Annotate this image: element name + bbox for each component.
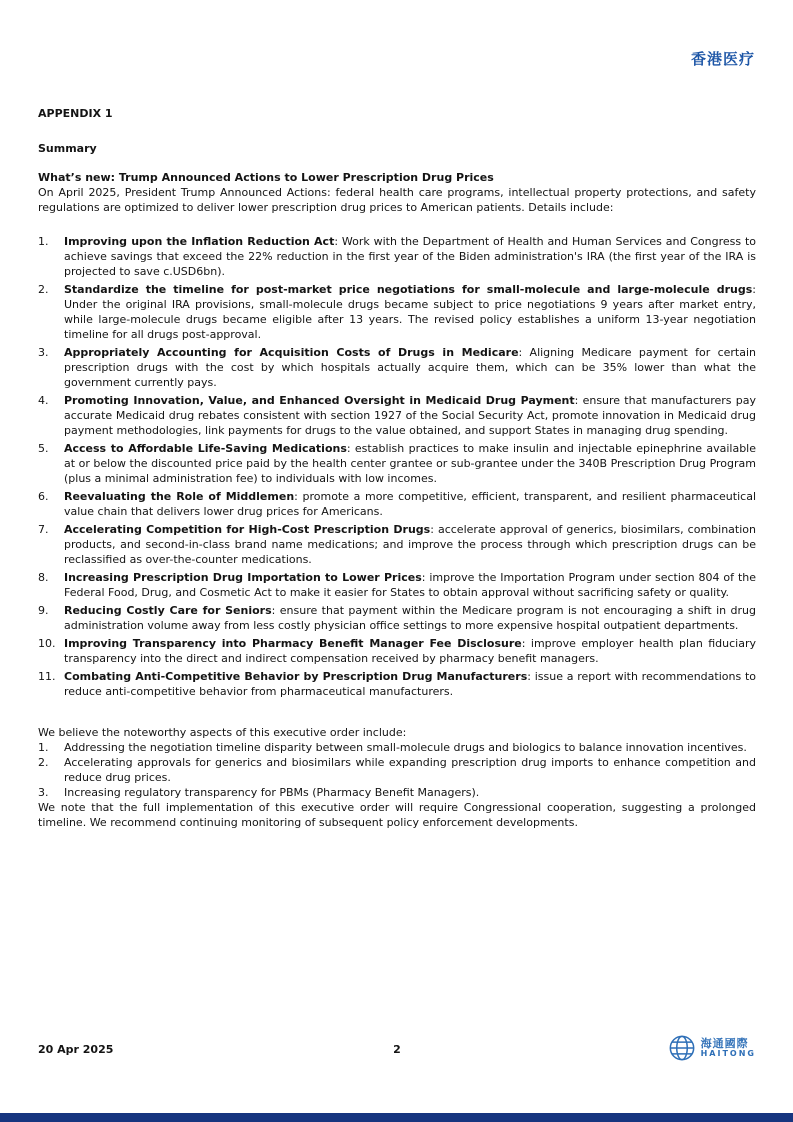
item-text: Combating Anti-Competitive Behavior by Prescription Drug Manufacturers: issue a report with recommendations to reduce anti-competitive behavior from pharmaceutical manufacturers. xyxy=(64,670,756,698)
closing-paragraph: We note that the full implementation of this executive order will require Congressional cooperation, suggesting a prolonged timeline. We recommend continuing monitoring of subsequent policy enforcement developments. xyxy=(38,801,756,829)
appendix-title: APPENDIX 1 xyxy=(38,107,113,120)
item-text: Improving upon the Inflation Reduction Act: Work with the Department of Health and Human Services and Congress to achieve savings that exceed the 22% reduction in the first year of the Biden administration's IRA (the first year of the IRA is projected to save c.USD6bn). xyxy=(64,235,756,278)
item-number: 2. xyxy=(38,756,49,769)
logo-cn-text: 海通國際 xyxy=(700,1036,749,1050)
action-item xyxy=(38,489,756,519)
item-number: 6. xyxy=(38,490,49,503)
item-number: 8. xyxy=(38,571,49,584)
item-text: Accelerating approvals for generics and biosimilars while expanding prescription drug imports to enhance competition and reduce drug prices. xyxy=(64,756,756,784)
item-number: 7. xyxy=(38,523,49,536)
item-number: 5. xyxy=(38,442,49,455)
item-text: Reevaluating the Role of Middlemen: promote a more competitive, efficient, transparent, and resilient pharmaceutical value chain that delivers lower drug prices for Americans. xyxy=(64,490,756,518)
item-text: Addressing the negotiation timeline disparity between small-molecule drugs and biologics to balance innovation incentives. xyxy=(64,741,747,754)
action-item xyxy=(38,636,756,666)
item-text: Reducing Costly Care for Seniors: ensure that payment within the Medicare program is not encouraging a shift in drug administration volume away from less costly physician office settings to more expensive hospital outpatient departments. xyxy=(64,604,756,632)
action-item xyxy=(38,570,756,600)
action-item xyxy=(38,603,756,633)
item-text: Increasing Prescription Drug Importation to Lower Prices: improve the Importation Program under section 804 of the Federal Food, Drug, and Cosmetic Act to make it easier for States to obtain approval without sacrificing safety or quality. xyxy=(64,571,756,599)
haitong-logo xyxy=(668,1034,756,1062)
logo-text xyxy=(701,1038,756,1059)
action-item xyxy=(38,522,756,567)
action-item xyxy=(38,393,756,438)
item-text: Promoting Innovation, Value, and Enhanced Oversight in Medicaid Drug Payment: ensure that manufacturers pay accurate Medicaid drug rebates consistent with section 1927 of the Social Security Act, promote innovation in Medicaid drug payment methodologies, link payments for drugs to the value obtained, and support States in managing drug spending. xyxy=(64,394,756,437)
brand-text: 香港医疗 xyxy=(690,50,755,68)
beliefs-block xyxy=(38,725,756,830)
item-number: 2. xyxy=(38,283,49,296)
beliefs-list xyxy=(38,740,756,800)
item-number: 3. xyxy=(38,786,49,799)
item-number: 1. xyxy=(38,235,49,248)
item-number: 1. xyxy=(38,741,49,754)
whats-new-heading: What’s new: Trump Announced Actions to Lower Prescription Drug Prices xyxy=(38,171,494,184)
actions-list xyxy=(38,234,756,699)
item-text: Increasing regulatory transparency for PBMs (Pharmacy Benefit Managers). xyxy=(64,786,480,799)
action-item xyxy=(38,441,756,486)
item-number: 11. xyxy=(38,670,56,683)
item-text: Accelerating Competition for High-Cost Prescription Drugs: accelerate approval of generics, biosimilars, combination products, and second-in-class brand name medications; and improve the process through which prescription drugs can be reclassified as over-the-counter medications. xyxy=(64,523,756,566)
bottom-bar xyxy=(0,1113,793,1122)
item-number: 10. xyxy=(38,637,56,650)
item-text: Appropriately Accounting for Acquisition Costs of Drugs in Medicare: Aligning Medicare payment for certain prescription drugs with the cost by which hospitals actually acquire them, which can be 35% lower than what the government currently pays. xyxy=(64,346,756,389)
item-text: Standardize the timeline for post-market price negotiations for small-molecule and large-molecule drugs: Under the original IRA provisions, small-molecule drugs became subject to price negotiations 9 years after market entry, while large-molecule drugs became eligible after 13 years. The revised policy establishes a uniform 13-year negotiation timeline for all drugs post-approval. xyxy=(64,283,756,341)
belief-item xyxy=(38,785,756,800)
belief-item xyxy=(38,755,756,785)
action-item xyxy=(38,282,756,342)
globe-icon xyxy=(668,1034,696,1062)
footer-date: 20 Apr 2025 xyxy=(38,1043,114,1056)
item-text: Improving Transparency into Pharmacy Benefit Manager Fee Disclosure: improve employer health plan fiduciary transparency into the direct and indirect compensation received by pharmacy benefit managers. xyxy=(64,637,756,665)
page-content xyxy=(38,106,756,830)
action-item xyxy=(38,234,756,279)
action-item xyxy=(38,669,756,699)
page-number: 2 xyxy=(393,1043,401,1056)
summary-title: Summary xyxy=(38,142,97,155)
beliefs-intro: We believe the noteworthy aspects of this executive order include: xyxy=(38,726,407,739)
item-number: 4. xyxy=(38,394,49,407)
item-number: 9. xyxy=(38,604,49,617)
page-footer xyxy=(38,1034,756,1064)
intro-paragraph: On April 2025, President Trump Announced Actions: federal health care programs, intellectual property protections, and safety regulations are optimized to deliver lower prescription drug prices to American patients. Details include: xyxy=(38,186,756,214)
logo-en-text: HAITONG xyxy=(700,1048,756,1058)
item-text: Access to Affordable Life-Saving Medications: establish practices to make insulin and injectable epinephrine available at or below the discounted price paid by the health center grantee or sub-grantee under the 340B Prescription Drug Program (plus a minimal administration fee) to individuals with low incomes. xyxy=(64,442,757,485)
action-item xyxy=(38,345,756,390)
belief-item xyxy=(38,740,756,755)
item-number: 3. xyxy=(38,346,49,359)
